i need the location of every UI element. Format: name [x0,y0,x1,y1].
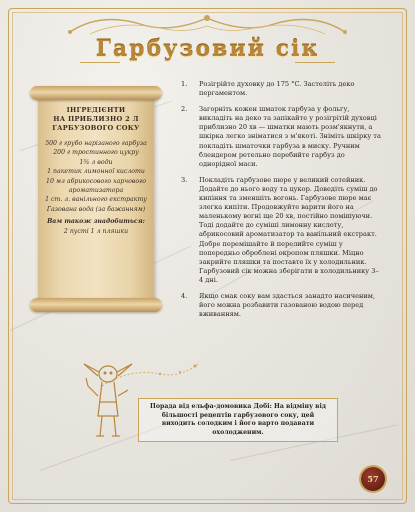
also-item: 2 пусті 1 л пляшки [63,227,129,235]
step-item [181,292,381,319]
ingredients-heading-line-1: ІНГРЕДІЄНТИ [66,106,126,114]
step-number: 1. [181,80,188,88]
ingredient-item: 1 ст. л. ванільного екстракту [45,196,147,204]
step-number: 3. [181,175,188,184]
page-title: Гарбузовий сік [95,36,320,62]
scroll-roll-top [30,86,162,100]
step-text: Якщо смак соку вам здасться занадто насиченим, його можна розбавити газованою водою перед вживанням. [199,291,376,319]
step-number: 2. [181,105,188,114]
ingredient-item: 1 пакетик лимонної кислоти [47,168,145,176]
scroll-roll-bottom [30,298,162,312]
also-heading: Вам також знадобиться: [47,218,145,226]
ingredients-heading-line-3: ГАРБУЗОВОГО СОКУ [52,124,140,132]
step-item [181,105,381,169]
title-rule-left [80,62,120,63]
step-text: Загорніть кожен шматок гарбуза у фольгу, викладіть на деко та запікайте у розігрітій духовці приблизно 20 хв — шматки мають розм'якнути, а шкірка легко зніматися з м'якоті. Зніміть шкірку та покладіть шматочки гарбуза в миску. Ручним блендером ретельно перебийте гарбуз до однорідної маси. [199,105,381,168]
step-number: 4. [181,291,188,300]
elf-illustration-icon [78,356,138,444]
step-item [181,80,381,98]
page-number-badge: 57 [361,467,385,491]
step-text: Розігрійте духовку до 175 °C. Застеліть деко пергаментом. [199,80,355,98]
ingredient-item: Газована вода (за бажанням) [46,205,146,213]
ingredients-heading [42,106,150,133]
ingredients-scroll [30,82,162,314]
title-rule-right [295,62,335,63]
ingredients-heading-line-2: НА ПРИБЛИЗНО 2 Л [53,115,139,123]
ingredient-item: 10 мл абрикосового харчового ароматизатора [46,177,146,195]
ingredient-item: 1¾ л води [79,158,113,166]
step-text: Покладіть гарбузове пюре у великий сотейник. Додайте до нього воду та цукор. Доведіть суміш до кипіння та зменшіть вогонь. Гарбузове пюре має злегка кипіти. Продовжуйте варити його на маленькому вогні ще 20 хв, постійно помішуючи. Тоді додайте до суміші лимонну кислоту, абрикосовий ароматизатор та ванільний екстракт. Добре перемішайте й перелийте суміш у попередньо оброблені окропом пляшки. Міцно закрийте пляшки та поставте їх у холодильник. Гарбузовий сік можна зберігати в холодильнику 3–4 дні. [199,175,379,284]
step-item [181,176,381,285]
recipe-steps [181,80,381,326]
ingredients-list [42,106,150,236]
ingredient-item: 500 г грубо нарізаного гарбуза [45,140,147,147]
tip-box [138,398,338,442]
tip-text: Порада від ельфа-домовика Добі: На відміну від більшості рецептів гарбузового соку, цей виходить солодким і його варто подавати охолодженим. [138,398,338,442]
ingredient-item: 200 г тростинного цукру [53,149,139,157]
